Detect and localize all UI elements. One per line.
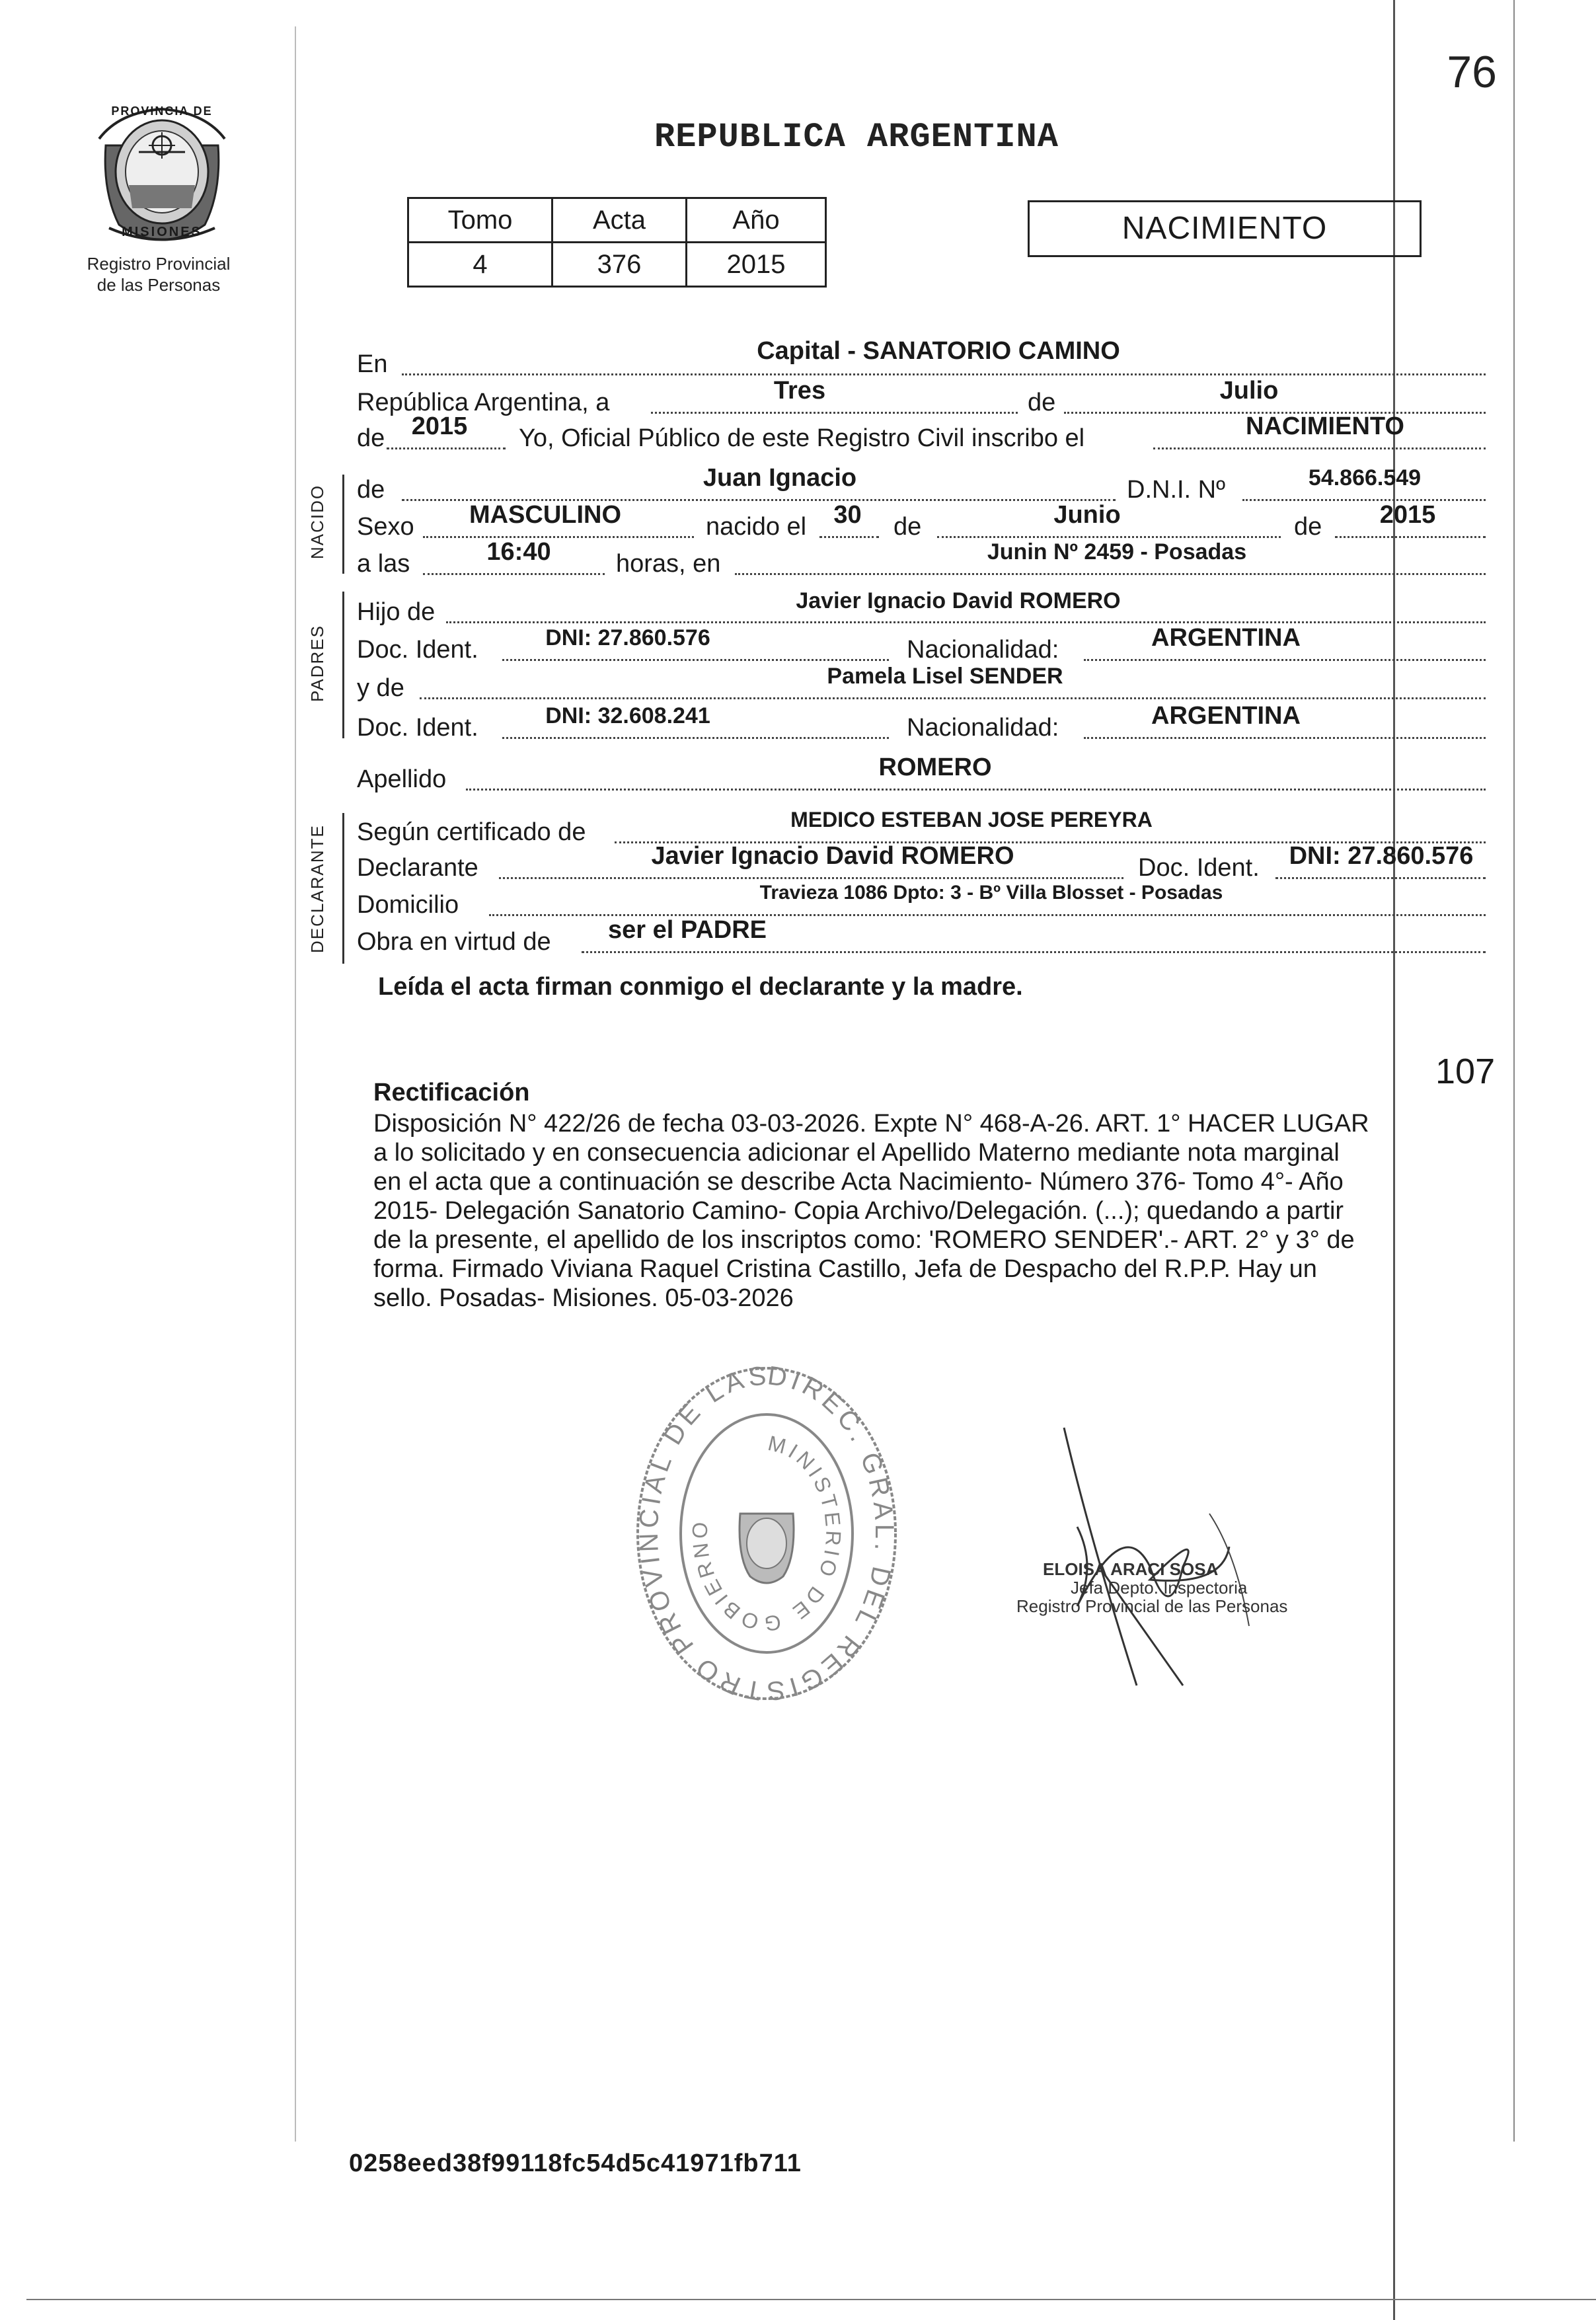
rectification-line: a lo solicitado y en consecuencia adicionar el Apellido Materno mediante nota marginal xyxy=(373,1139,1340,1167)
closing-statement: Leída el acta firman conmigo el declarante y la madre. xyxy=(378,973,1023,1001)
sexo-value: MASCULINO xyxy=(469,501,622,529)
dotted-line xyxy=(446,621,1486,623)
mother-nat-label: Nacionalidad: xyxy=(907,714,1059,742)
horas-label: horas, en xyxy=(616,550,721,578)
month-value: Julio xyxy=(1219,377,1279,405)
registry-label-line: de las Personas xyxy=(96,275,221,295)
birth-month-value: Junio xyxy=(1053,501,1121,529)
registry-label-line: Registro Provincial xyxy=(87,254,231,274)
stamp-inner-text: MINISTERIO DE GOBIERNO xyxy=(687,1430,846,1636)
declarante-value: Javier Ignacio David ROMERO xyxy=(651,842,1014,870)
registry-label xyxy=(79,253,238,295)
padres-bracket xyxy=(342,592,344,738)
father-doc-label: Doc. Ident. xyxy=(357,636,478,664)
dotted-line xyxy=(1084,658,1486,661)
section-padres: PADRES xyxy=(307,625,327,702)
place-value: Capital - SANATORIO CAMINO xyxy=(757,337,1120,365)
dotted-line xyxy=(502,736,889,739)
domicilio-label: Domicilio xyxy=(357,891,459,919)
value-ano: 2015 xyxy=(687,243,826,287)
declarante-doc-value: DNI: 27.860.576 xyxy=(1289,842,1474,870)
right-margin-line xyxy=(1513,0,1515,2142)
de2-label: de xyxy=(893,513,922,541)
document-hash: 0258eed38f99118fc54d5c41971fb711 xyxy=(349,2149,802,2177)
mother-nat-value: ARGENTINA xyxy=(1151,702,1301,730)
father-value: Javier Ignacio David ROMERO xyxy=(796,588,1121,613)
section-declarante: DECLARANTE xyxy=(307,824,327,953)
dotted-line xyxy=(1084,736,1486,739)
obra-label: Obra en virtud de xyxy=(357,928,551,956)
value-acta: 376 xyxy=(552,243,687,287)
y-de-label: y de xyxy=(357,674,404,702)
rectification-line: 2015- Delegación Sanatorio Camino- Copia Archivo/Delegación. (...); quedando a partir xyxy=(373,1197,1344,1225)
dotted-line xyxy=(499,876,1123,879)
header-acta: Acta xyxy=(552,198,687,243)
sexo-label: Sexo xyxy=(357,513,414,541)
dotted-line xyxy=(582,950,1486,953)
name-label: de xyxy=(357,476,385,504)
father-doc-value: DNI: 27.860.576 xyxy=(545,625,710,650)
yo-text: Yo, Oficial Público de este Registro Civil inscribo el xyxy=(519,424,1085,452)
dotted-line xyxy=(651,411,1018,414)
certificado-value: MEDICO ESTEBAN JOSE PEREYRA xyxy=(790,808,1153,831)
rectification-line: Disposición N° 422/26 de fecha 03-03-2026. Expte N° 468-A-26. ART. 1° HACER LUGAR xyxy=(373,1110,1369,1138)
domicilio-value: Travieza 1086 Dpto: 3 - Bº Villa Blosset - Posadas xyxy=(759,882,1223,904)
dotted-line xyxy=(402,373,1486,375)
rectification-line: de la presente, el apellido de los inscriptos como: 'ROMERO SENDER'.- ART. 2° y 3° de xyxy=(373,1226,1355,1254)
day-words-value: Tres xyxy=(773,377,826,405)
signer-title: Jefa Depto. Inspectoria xyxy=(1071,1578,1248,1598)
value-tomo: 4 xyxy=(408,243,552,287)
dotted-line xyxy=(1153,447,1486,449)
dotted-line xyxy=(1275,876,1486,879)
section-nacido: NACIDO xyxy=(307,484,327,559)
signature-block xyxy=(1016,1560,1287,1615)
dotted-line xyxy=(466,788,1486,791)
record-table xyxy=(407,197,827,288)
seal-bottom-text: MISIONES xyxy=(122,225,202,239)
mother-doc-value: DNI: 32.608.241 xyxy=(545,703,710,728)
dotted-line xyxy=(1335,535,1486,538)
year-prefix-label: de xyxy=(357,424,385,452)
apellido-value: ROMERO xyxy=(878,754,992,781)
mother-value: Pamela Lisel SENDER xyxy=(827,664,1063,689)
inscribe-type-value: NACIMIENTO xyxy=(1246,412,1404,440)
de-label: de xyxy=(1028,389,1056,416)
header-tomo: Tomo xyxy=(408,198,552,243)
dotted-line xyxy=(420,697,1486,699)
page-number: 76 xyxy=(1447,47,1497,97)
rectification-number: 107 xyxy=(1435,1052,1496,1091)
birth-place-value: Junin Nº 2459 - Posadas xyxy=(987,539,1247,564)
nacido-bracket xyxy=(342,475,344,574)
rectification-line: en el acta que a continuación se describe Acta Nacimiento- Número 376- Tomo 4°- Año xyxy=(373,1168,1344,1196)
en-label: En xyxy=(357,350,388,378)
a-las-label: a las xyxy=(357,550,410,578)
dotted-line xyxy=(423,572,605,575)
dni-value: 54.866.549 xyxy=(1308,465,1422,490)
dotted-line xyxy=(819,535,879,538)
apellido-label: Apellido xyxy=(357,765,447,793)
hijo-label: Hijo de xyxy=(357,598,436,626)
obra-value: ser el PADRE xyxy=(607,916,767,944)
signer-name: ELOISA ARACI SOSA xyxy=(1043,1559,1219,1579)
record-type: NACIMIENTO xyxy=(1028,200,1422,257)
rectification-line: forma. Firmado Viviana Raquel Cristina Castillo, Jefa de Despacho del R.P.P. Hay un xyxy=(373,1255,1317,1283)
dotted-line xyxy=(937,535,1281,538)
signer-office: Registro Provincial de las Personas xyxy=(1016,1596,1288,1616)
rectification-line: sello. Posadas- Misiones. 05-03-2026 xyxy=(373,1284,794,1312)
birth-day-value: 30 xyxy=(833,501,862,529)
declarante-label: Declarante xyxy=(357,854,478,882)
year-value: 2015 xyxy=(411,412,468,440)
birth-year-value: 2015 xyxy=(1379,501,1436,529)
seal-top-text: PROVINCIA DE xyxy=(111,104,213,118)
mother-doc-label: Doc. Ident. xyxy=(357,714,478,742)
left-margin-line xyxy=(295,26,296,2142)
rectification-body xyxy=(373,1109,1510,1313)
bottom-line xyxy=(26,2299,1596,2300)
declarante-bracket xyxy=(342,813,344,964)
nacido-label: nacido el xyxy=(706,513,807,541)
birth-time-value: 16:40 xyxy=(486,538,551,566)
dotted-line xyxy=(735,572,1486,575)
father-nat-value: ARGENTINA xyxy=(1151,624,1301,652)
de3-label: de xyxy=(1294,513,1322,541)
segun-label: Según certificado de xyxy=(357,818,586,846)
document-title: REPUBLICA ARGENTINA xyxy=(654,118,1059,157)
official-stamp xyxy=(631,1358,902,1705)
name-value: Juan Ignacio xyxy=(703,464,857,492)
dni-label: D.N.I. Nº xyxy=(1127,476,1225,504)
dotted-line xyxy=(502,658,889,661)
header-ano: Año xyxy=(687,198,826,243)
republica-label: República Argentina, a xyxy=(357,389,610,416)
father-nat-label: Nacionalidad: xyxy=(907,636,1059,664)
doc-ident-label: Doc. Ident. xyxy=(1138,854,1260,882)
stamp-outer-text: DIREC. GRAL. DEL REGISTRO PROVINCIAL DE LAS xyxy=(634,1361,899,1702)
dotted-line xyxy=(387,447,506,449)
rectification-heading: Rectificación xyxy=(373,1079,530,1106)
